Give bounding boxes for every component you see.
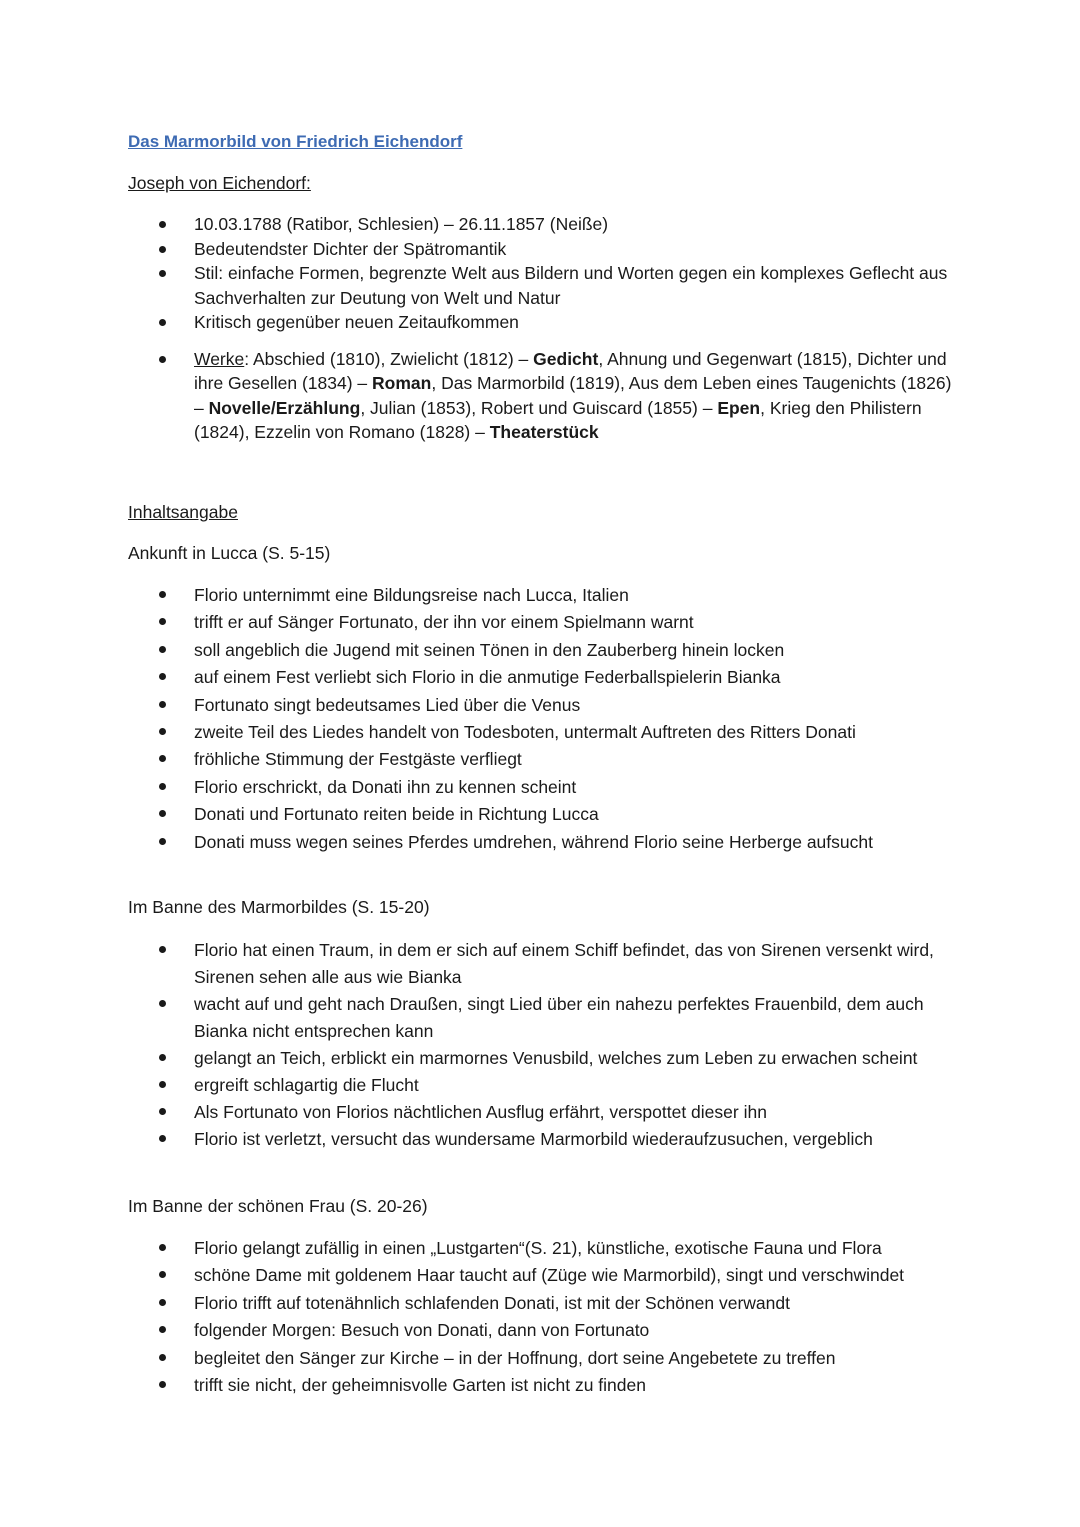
list-item: auf einem Fest verliebt sich Florio in die anmutige Federballspielerin Bianka xyxy=(0,664,964,691)
section-list xyxy=(0,1235,964,1399)
list-item: Donati und Fortunato reiten beide in Richtung Lucca xyxy=(0,801,964,828)
werke-genre: Epen xyxy=(717,397,761,418)
list-item: Florio hat einen Traum, in dem er sich auf einem Schiff befindet, das von Sirenen versenkt wird, Sirenen sehen alle aus wie Bianka xyxy=(0,937,964,991)
werke-text: , Das Marmorbild (1819), Aus dem Leben eines Taugenichts (1826) – xyxy=(194,373,952,418)
author-heading: Joseph von Eichendorf: xyxy=(128,173,311,193)
list-item: zweite Teil des Liedes handelt von Todesboten, untermalt Auftreten des Ritters Donati xyxy=(0,719,964,746)
section-heading: Im Banne des Marmorbildes (S. 15-20) xyxy=(128,897,430,917)
list-item: trifft sie nicht, der geheimnisvolle Garten ist nicht zu finden xyxy=(0,1372,964,1399)
document-title: Das Marmorbild von Friedrich Eichendorf xyxy=(128,132,463,151)
list-item: Florio trifft auf totenähnlich schlafenden Donati, ist mit der Schönen verwandt xyxy=(0,1290,964,1317)
list-item: folgender Morgen: Besuch von Donati, dann von Fortunato xyxy=(0,1317,964,1344)
list-item: Bedeutendster Dichter der Spätromantik xyxy=(0,237,964,262)
werke-item xyxy=(0,347,964,445)
werke-genre: Roman xyxy=(372,373,432,393)
section-heading: Im Banne der schönen Frau (S. 20-26) xyxy=(128,1196,428,1216)
inhalt-heading: Inhaltsangabe xyxy=(128,502,238,522)
werke-text: , Ahnung und Gegenwart (1815), Dichter und ihre Gesellen (1834) – xyxy=(194,348,947,393)
list-item: wacht auf und geht nach Draußen, singt Lied über ein nahezu perfektes Frauenbild, dem auch Bianka nicht entsprechen kann xyxy=(0,991,964,1045)
list-item: Florio ist verletzt, versucht das wundersame Marmorbild wiederaufzusuchen, vergeblich xyxy=(0,1126,964,1153)
list-item: Florio unternimmt eine Bildungsreise nach Lucca, Italien xyxy=(0,582,964,609)
list-item: soll angeblich die Jugend mit seinen Tönen in den Zauberberg hinein locken xyxy=(0,637,964,664)
list-item: Stil: einfache Formen, begrenzte Welt aus Bildern und Worten gegen ein komplexes Geflecht aus Sachverhalten zur Deutung von Welt und Natur xyxy=(0,261,964,310)
list-item: Florio erschrickt, da Donati ihn zu kennen scheint xyxy=(0,774,964,801)
list-item: trifft er auf Sänger Fortunato, der ihn vor einem Spielmann warnt xyxy=(0,609,964,636)
list-item: begleitet den Sänger zur Kirche – in der Hoffnung, dort seine Angebetete zu treffen xyxy=(0,1345,964,1372)
werke-text: , Julian (1853), Robert und Guiscard (1855) – xyxy=(360,397,718,418)
werke-label: Werke xyxy=(194,348,245,369)
werke-text: : Abschied (1810), Zwielicht (1812) – xyxy=(244,348,534,369)
werke-text: , Krieg den Philistern (1824), Ezzelin von Romano (1828) – xyxy=(194,397,922,442)
section-list xyxy=(0,937,964,1153)
list-item: fröhliche Stimmung der Festgäste verfliegt xyxy=(0,746,964,773)
list-item: 10.03.1788 (Ratibor, Schlesien) – 26.11.1857 (Neiße) xyxy=(0,212,964,237)
list-item: Florio gelangt zufällig in einen „Lustgarten“(S. 21), künstliche, exotische Fauna und Flora xyxy=(0,1235,964,1262)
list-item: Kritisch gegenüber neuen Zeitaufkommen xyxy=(0,310,964,335)
list-item: ergreift schlagartig die Flucht xyxy=(0,1072,964,1099)
list-item: gelangt an Teich, erblickt ein marmornes Venusbild, welches zum Leben zu erwachen scheint xyxy=(0,1045,964,1072)
author-list xyxy=(0,212,964,445)
werke-genre: Theaterstück xyxy=(489,422,599,442)
werke-genre: Novelle/Erzählung xyxy=(208,397,361,418)
list-item: schöne Dame mit goldenem Haar taucht auf (Züge wie Marmorbild), singt und verschwindet xyxy=(0,1262,964,1289)
werke-genre: Gedicht xyxy=(533,348,599,369)
list-item: Als Fortunato von Florios nächtlichen Ausflug erfährt, verspottet dieser ihn xyxy=(0,1099,964,1126)
list-item: Fortunato singt bedeutsames Lied über die Venus xyxy=(0,692,964,719)
section-list xyxy=(0,582,964,856)
section-heading: Ankunft in Lucca (S. 5-15) xyxy=(128,543,331,563)
list-item: Donati muss wegen seines Pferdes umdrehen, während Florio seine Herberge aufsucht xyxy=(0,829,964,856)
